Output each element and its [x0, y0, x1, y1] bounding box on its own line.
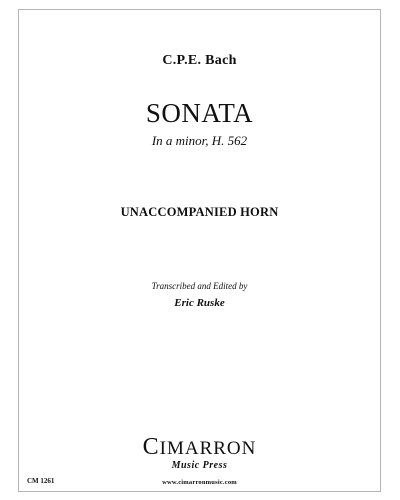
catalog-number: CM 1261 — [27, 477, 55, 485]
piece-subtitle: In a minor, H. 562 — [151, 133, 248, 148]
editor-name: Eric Ruske — [174, 297, 225, 309]
score-cover-page — [18, 9, 381, 492]
instrumentation: UNACCOMPANIED HORN — [120, 205, 279, 219]
publisher-logo-wordmark — [19, 434, 380, 460]
composer-name: C.P.E. Bach — [162, 53, 237, 68]
publisher-logo-initial: C — [142, 434, 160, 460]
publisher-logo-rest: IMARRON — [159, 438, 257, 459]
credit-line: Transcribed and Edited by — [151, 281, 248, 291]
piece-title: SONATA — [145, 98, 254, 128]
publisher-logo-subtitle: Music Press — [171, 460, 228, 471]
publisher-logo — [19, 434, 380, 471]
publisher-website: www.cimarronmusic.com — [162, 479, 237, 486]
